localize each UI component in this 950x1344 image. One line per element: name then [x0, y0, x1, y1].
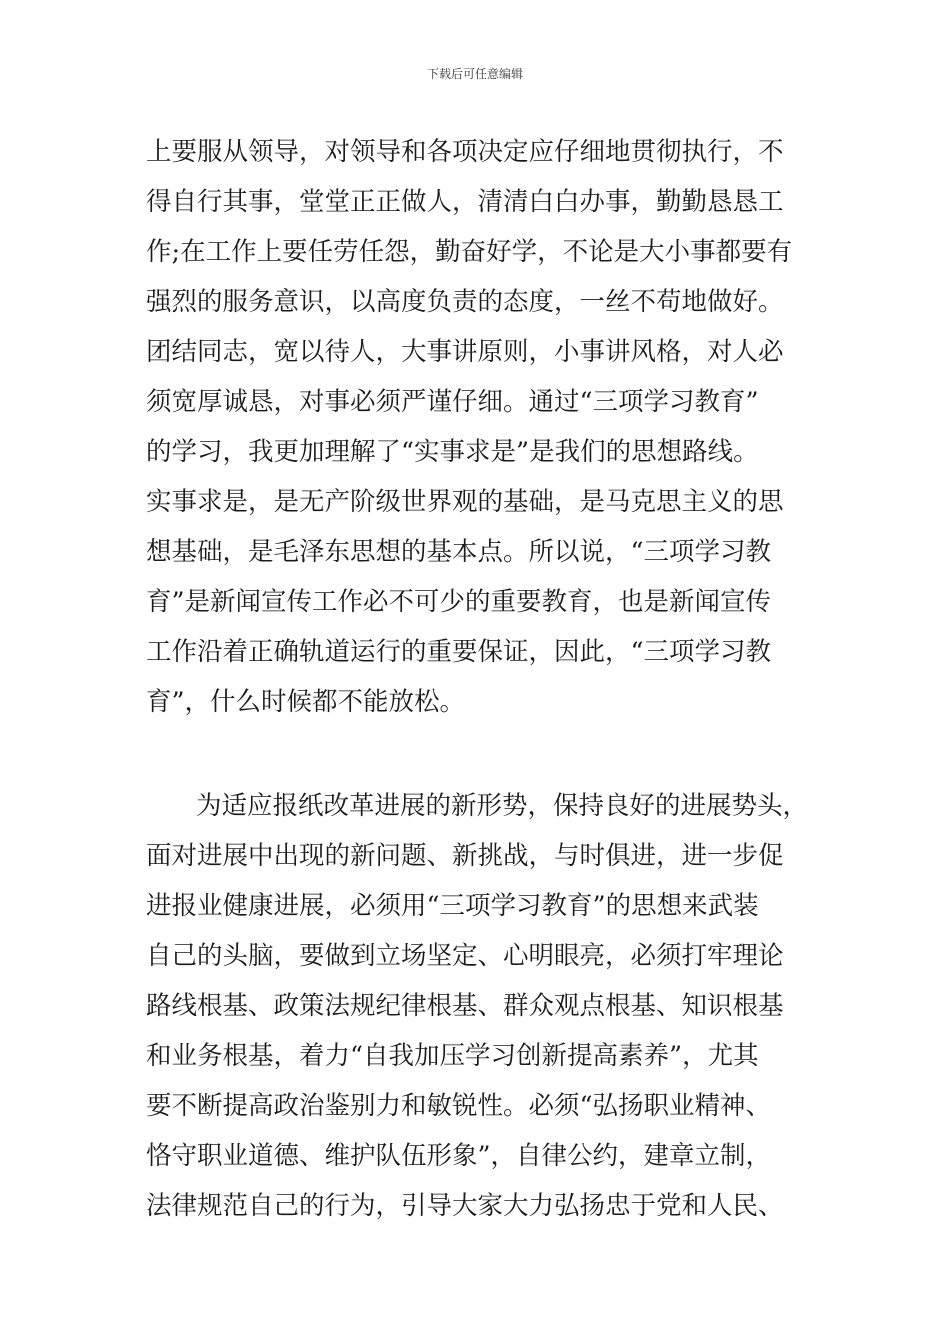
page-header: 下载后可任意编辑: [426, 67, 523, 81]
paragraph-2-line-9: 法律规范自己的行为，引导大家大力弘扬忠于党和人民、: [146, 1191, 784, 1221]
paragraph-2-line-6: 和业务根基，着力“自我加压学习创新提高素养”，尤其: [146, 1041, 759, 1071]
paragraph-1-line-7: 的学习，我更加理解了“实事求是”是我们的思想路线。: [146, 437, 759, 467]
paragraph-1-line-6: 须宽厚诚恳，对事必须严谨仔细。通过“三项学习教育”: [146, 387, 759, 417]
paragraph-2-line-7: 要不断提高政治鉴别力和敏锐性。必须“弘扬职业精神、: [146, 1091, 772, 1121]
paragraph-2-line-3: 进报业健康进展，必须用“三项学习教育”的思想来武装: [146, 891, 759, 921]
paragraph-1-line-1: 上要服从领导，对领导和各项决定应仔细地贯彻执行，不: [146, 137, 784, 167]
paragraph-1-line-5: 团结同志，宽以待人，大事讲原则，小事讲风格，对人必: [146, 337, 784, 367]
paragraph-1-line-10: 育”是新闻宣传工作必不可少的重要教育，也是新闻宣传: [146, 587, 772, 617]
paragraph-2-line-4: 自己的头脑，要做到立场坚定、心明眼亮，必须打牢理论: [146, 941, 784, 971]
paragraph-1-line-8: 实事求是，是无产阶级世界观的基础，是马克思主义的思: [146, 487, 784, 517]
paragraph-1-line-2: 得自行其事，堂堂正正做人，清清白白办事，勤勤恳恳工: [146, 187, 784, 217]
paragraph-1-line-4: 强烈的服务意识，以高度负责的态度，一丝不苟地做好。: [146, 287, 784, 317]
paragraph-2-line-2: 面对进展中出现的新问题、新挑战，与时俱进，进一步促: [146, 841, 784, 871]
paragraph-2-line-5: 路线根基、政策法规纪律根基、群众观点根基、知识根基: [146, 991, 784, 1021]
paragraph-2-line-1: 为适应报纸改革进展的新形势，保持良好的进展势头，: [196, 791, 809, 821]
paragraph-1-line-11: 工作沿着正确轨道运行的重要保证，因此，“三项学习教: [146, 637, 772, 667]
paragraph-1-line-12: 育”，什么时候都不能放松。: [146, 687, 466, 717]
paragraph-1-line-3: 作;在工作上要任劳任怨，勤奋好学，不论是大小事都要有: [146, 237, 793, 267]
paragraph-1-line-9: 想基础，是毛泽东思想的基本点。所以说，“三项学习教: [146, 537, 772, 567]
paragraph-2-line-8: 恪守职业道德、维护队伍形象”，自律公约，建章立制，: [146, 1141, 772, 1171]
